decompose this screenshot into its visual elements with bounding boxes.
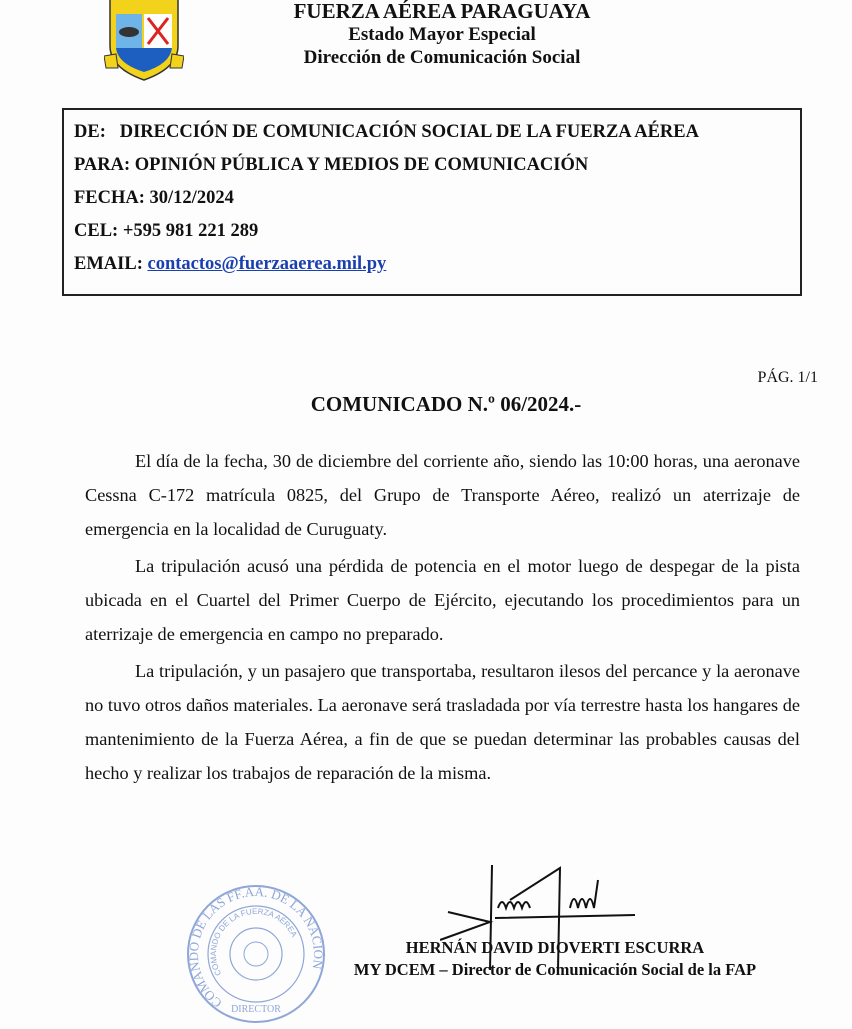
from-line: DE: DIRECCIÓN DE COMUNICACIÓN SOCIAL DE LA FUERZA AÉREA bbox=[74, 122, 699, 142]
phone-line: CEL: +595 981 221 289 bbox=[74, 221, 259, 241]
stamp-outer-text: COMANDO DE LAS FF.AA. DE LA NACIÓN bbox=[186, 884, 326, 1011]
date-line: FECHA: 30/12/2024 bbox=[74, 188, 234, 208]
org-name: FUERZA AÉREA PARAGUAYA bbox=[293, 0, 591, 23]
official-stamp bbox=[186, 884, 326, 1029]
paragraph: La tripulación acusó una pérdida de potencia en el motor luego de despegar de la pista ubicada en el Cuartel del Primer Cuerpo de Ejército, ejecutando los procedimientos para un aterrizaje de emergencia en campo no preparado. bbox=[85, 556, 800, 644]
crest-logo bbox=[104, 0, 184, 91]
document-title: COMUNICADO N.º 06/2024.- bbox=[310, 392, 582, 416]
stamp-inner-text: COMANDO DE LA FUERZA AÉREA bbox=[208, 906, 299, 978]
document-body bbox=[85, 444, 800, 793]
page-number: PÁG. 1/1 bbox=[757, 369, 818, 386]
signatory-role: MY DCEM – Director de Comunicación Social de la FAP bbox=[353, 960, 757, 979]
svg-text:COMANDO DE LAS FF.AA. DE LA NA bbox=[186, 884, 326, 1011]
paragraph: El día de la fecha, 30 de diciembre del corriente año, siendo las 10:00 horas, una aeronave Cessna C-172 matrícula 0825, del Grupo de Transporte Aéreo, realizó un aterrizaje de emergencia en la localidad de Curuguaty. bbox=[85, 451, 800, 539]
dept-name: Estado Mayor Especial bbox=[348, 24, 536, 45]
signatory-name: HERNÁN DAVID DIOVERTI ESCURRA bbox=[405, 938, 705, 957]
email-link[interactable]: contactos@fuerzaaerea.mil.py bbox=[147, 254, 387, 274]
paragraph: La tripulación, y un pasajero que transportaba, resultaron ilesos del percance y la aeronave no tuvo otros daños materiales. La aeronave será trasladada por vía terrestre hasta los hangares de mantenimiento de la Fuerza Aérea, a fin de que se puedan determinar las probables causas del hecho y realizar los trabajos de reparación de la misma. bbox=[85, 661, 800, 783]
email-line: EMAIL: contactos@fuerzaaerea.mil.py bbox=[74, 254, 387, 274]
info-box bbox=[62, 108, 802, 296]
stamp-bottom-text: DIRECTOR bbox=[231, 1004, 281, 1015]
to-line: PARA: OPINIÓN PÚBLICA Y MEDIOS DE COMUNICACIÓN bbox=[74, 155, 589, 175]
office-name: Dirección de Comunicación Social bbox=[303, 47, 581, 68]
